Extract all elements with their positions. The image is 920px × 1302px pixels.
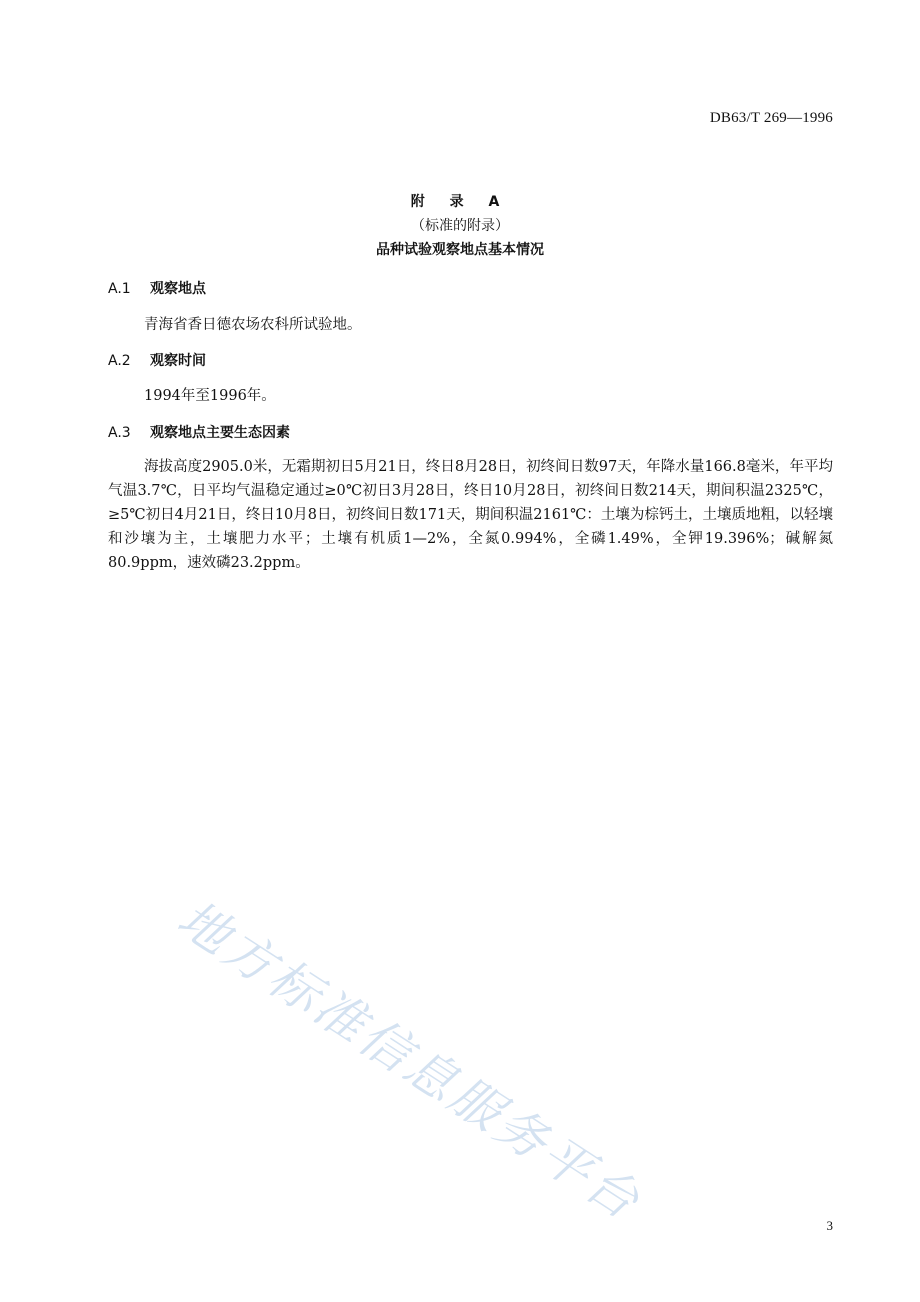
section-a3-heading [108,422,290,442]
section-a3-body: 海拔高度2905.0米，无霜期初日5月21日，终日8月28日，初终间日数97天，年降水量166.8毫米，年平均气温3.7℃，日平均气温稳定通过≥0℃初日3月28日，终日10月28日，初终间日数214天，期间积温2325℃，≥5℃初日4月21日，终日10月8日，初终间日数171天，期间积温2161℃：土壤为棕钙土，土壤质地粗，以轻壤和沙壤为主，土壤肥力水平；土壤有机质1—2%，全氮0.994%，全磷1.49%，全钾19.396%；碱解氮80.9ppm，速效磷23.2ppm。 [108,459,833,571]
section-title: 观察时间 [150,353,206,369]
section-number: A.1 [108,281,131,297]
section-number: A.3 [108,425,131,441]
section-title: 观察地点 [150,281,206,297]
section-title: 观察地点主要生态因素 [150,425,290,441]
section-number: A.2 [108,353,131,369]
watermark-text: 地方标准信息服务平台 [167,889,652,1232]
section-a2-body: 1994年至1996年。 [144,388,276,404]
page-number: 3 [826,1218,833,1233]
section-a1-heading [108,278,206,298]
annex-title: 附 录 A [410,194,510,210]
annex-heading: 品种试验观察地点基本情况 [376,242,544,258]
section-a1-body: 青海省香日德农场农科所试验地。 [144,317,362,333]
annex-title-block [0,190,920,262]
document-code: DB63/T 269—1996 [709,110,833,126]
annex-subtitle: （标准的附录） [411,218,509,234]
section-a2-heading [108,350,206,370]
